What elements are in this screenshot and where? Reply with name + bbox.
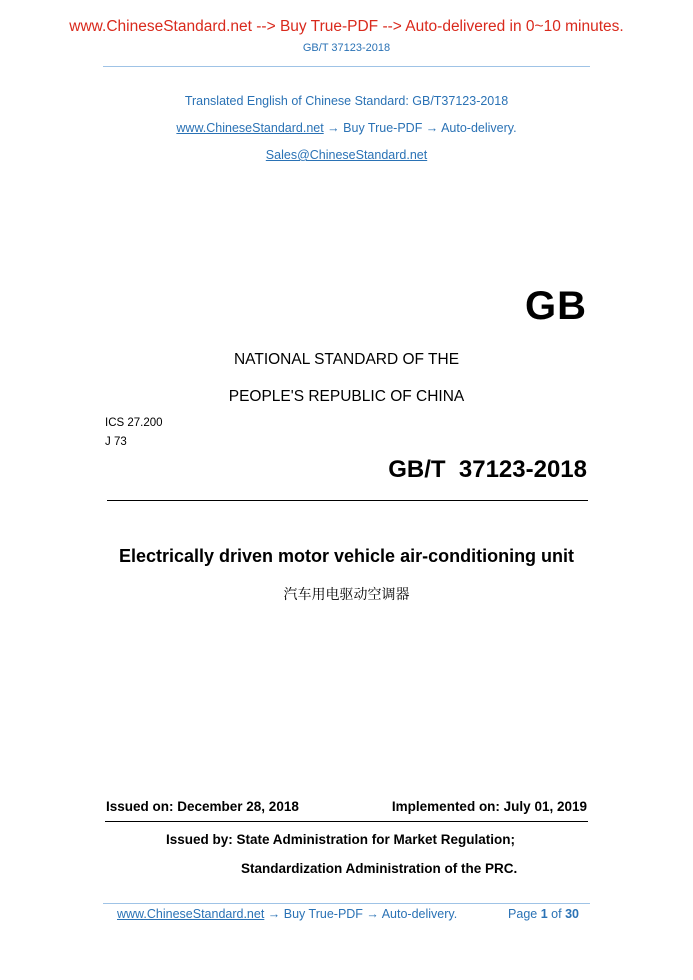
national-standard-line-2: PEOPLE'S REPUBLIC OF CHINA: [228, 388, 465, 405]
site-link[interactable]: www.ChineseStandard.net: [176, 121, 324, 135]
issued-by-line-2: Standardization Administration of the PRC.: [241, 861, 518, 876]
page-total: 30: [565, 907, 579, 921]
ics-code: ICS 27.200: [105, 417, 163, 429]
title-chinese: 汽车用电驱动空调器: [283, 587, 410, 603]
dates-divider: [105, 821, 588, 822]
implemented-on-date: Implemented on: July 01, 2019: [391, 799, 587, 814]
footer-site-link[interactable]: www.ChineseStandard.net: [117, 907, 265, 921]
national-standard-line-1: NATIONAL STANDARD OF THE: [233, 351, 460, 368]
buy-line: [0, 121, 693, 135]
page-label: Page: [508, 907, 538, 921]
header-divider: [103, 66, 590, 67]
footer-buy-line: [117, 907, 457, 921]
standard-number: GB/T 37123-2018: [388, 456, 587, 483]
footer-buy-text: → Buy True-PDF → Auto-delivery.: [264, 907, 458, 921]
buy-line-text: → Buy True-PDF → Auto-delivery.: [323, 121, 517, 135]
header-standard-code: GB/T 37123-2018: [302, 42, 391, 54]
issued-on-date: Issued on: December 28, 2018: [106, 799, 299, 814]
translation-notice: Translated English of Chinese Standard: GB/T37123-2018: [184, 94, 509, 108]
issued-by-line-1: Issued by: State Administration for Market Regulation;: [166, 832, 516, 847]
title-english: Electrically driven motor vehicle air-conditioning unit: [118, 546, 575, 566]
email-line: [0, 148, 693, 162]
page-indicator: [508, 907, 579, 921]
ccs-code: J 73: [105, 436, 127, 448]
email-link[interactable]: Sales@ChineseStandard.net: [265, 148, 428, 162]
gb-mark: GB: [525, 284, 587, 328]
page-of: of: [551, 907, 562, 921]
footer-divider: [103, 903, 590, 904]
page-current: 1: [540, 907, 548, 921]
promo-banner[interactable]: www.ChineseStandard.net --> Buy True-PDF --> Auto-delivered in 0~10 minutes.: [69, 18, 624, 35]
title-divider: [107, 500, 588, 501]
